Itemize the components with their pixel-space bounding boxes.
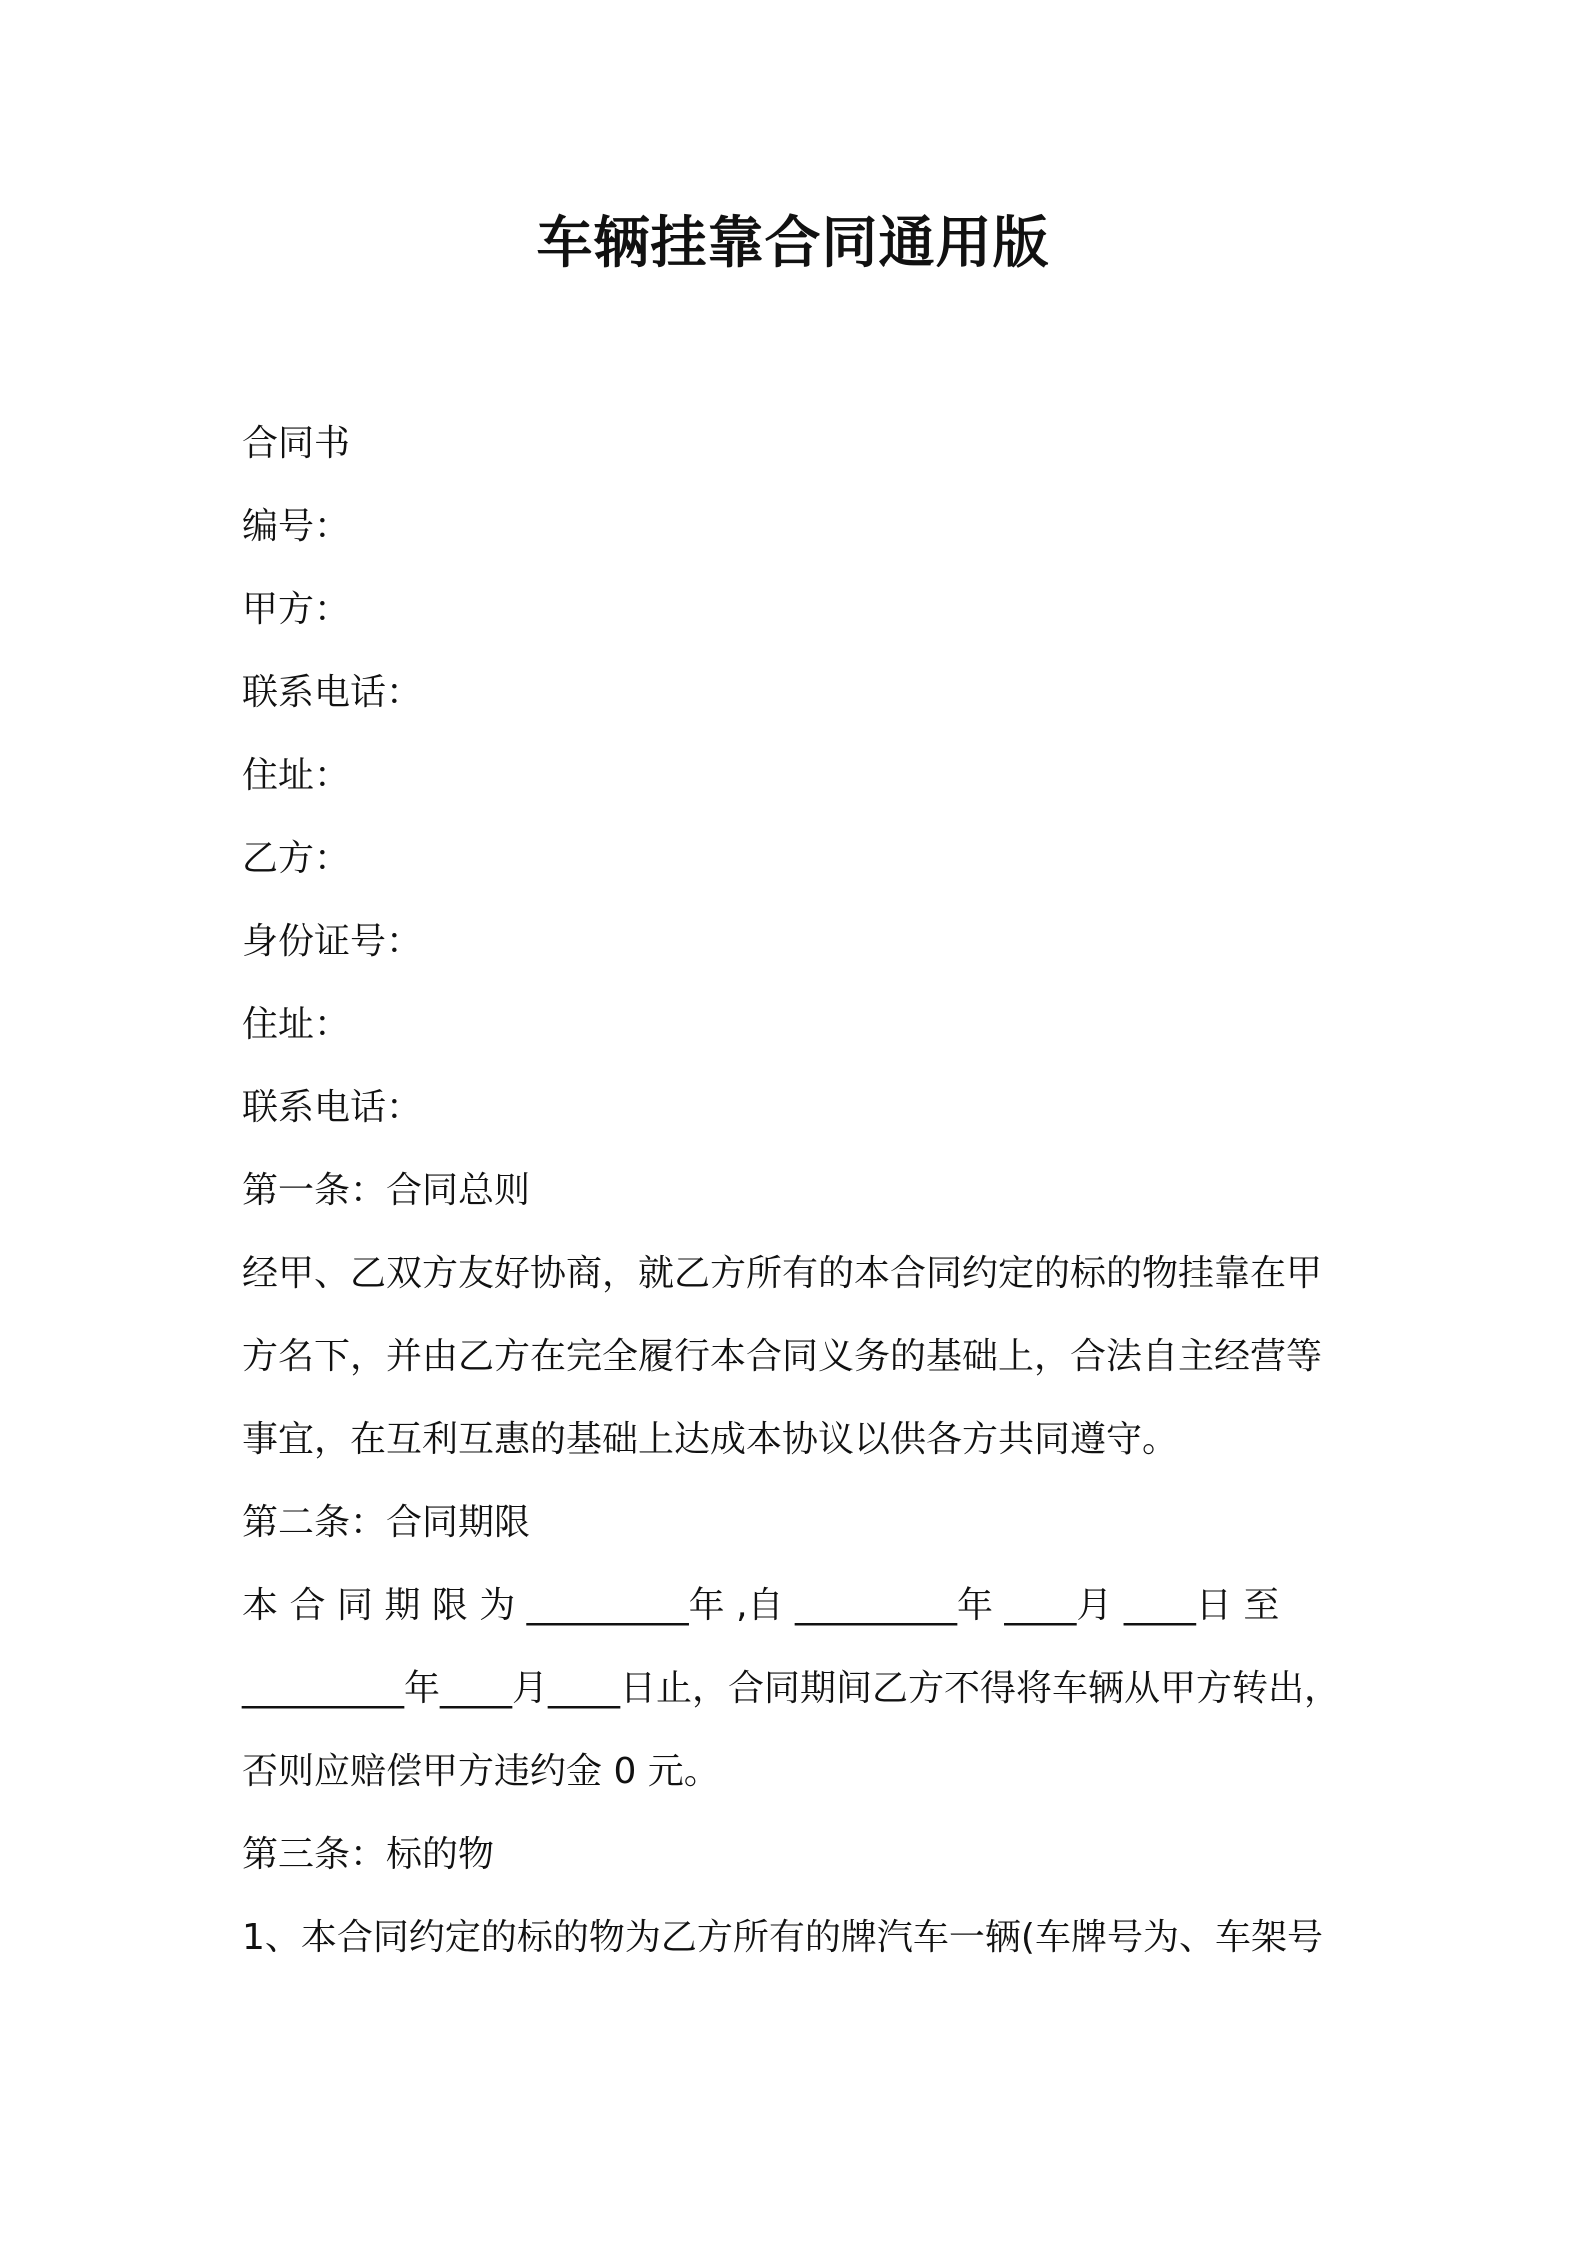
party-a-address-field: 住址：: [242, 755, 351, 796]
article-2-line-2: _________年____月____日止，合同期间乙方不得将车辆从甲方转出，: [242, 1668, 1341, 1709]
party-b-id-field: 身份证号：: [242, 921, 423, 962]
party-a-phone-field: 联系电话：: [242, 672, 423, 713]
contract-number-field: 编号：: [242, 506, 351, 547]
article-2-line-1: 本 合 同 期 限 为 _________年 ,自 _________年 ____月 ____日 至: [242, 1585, 1280, 1626]
article-2-line-3: 否则应赔偿甲方违约金 0 元。: [242, 1751, 720, 1792]
party-b-address-field: 住址：: [242, 1004, 351, 1045]
article-3-line-1: 1、本合同约定的标的物为乙方所有的牌汽车一辆(车牌号为、车架号: [242, 1917, 1323, 1958]
article-1-line-3: 事宜，在互利互惠的基础上达成本协议以供各方共同遵守。: [242, 1419, 1179, 1460]
article-3-title: 第三条：标的物: [242, 1834, 495, 1875]
contract-heading: 合同书: [242, 423, 351, 464]
article-1-title: 第一条：合同总则: [242, 1170, 531, 1211]
document-body: [242, 402, 1362, 1979]
article-1-line-2: 方名下，并由乙方在完全履行本合同义务的基础上，合法自主经营等: [242, 1336, 1323, 1377]
article-2-title: 第二条：合同期限: [242, 1502, 531, 1543]
document-title: 车辆挂靠合同通用版: [536, 211, 1050, 276]
party-b-field: 乙方：: [242, 838, 351, 879]
party-a-field: 甲方：: [242, 589, 351, 630]
party-b-phone-field: 联系电话：: [242, 1087, 423, 1128]
article-1-line-1: 经甲、乙双方友好协商，就乙方所有的本合同约定的标的物挂靠在甲: [242, 1253, 1323, 1294]
